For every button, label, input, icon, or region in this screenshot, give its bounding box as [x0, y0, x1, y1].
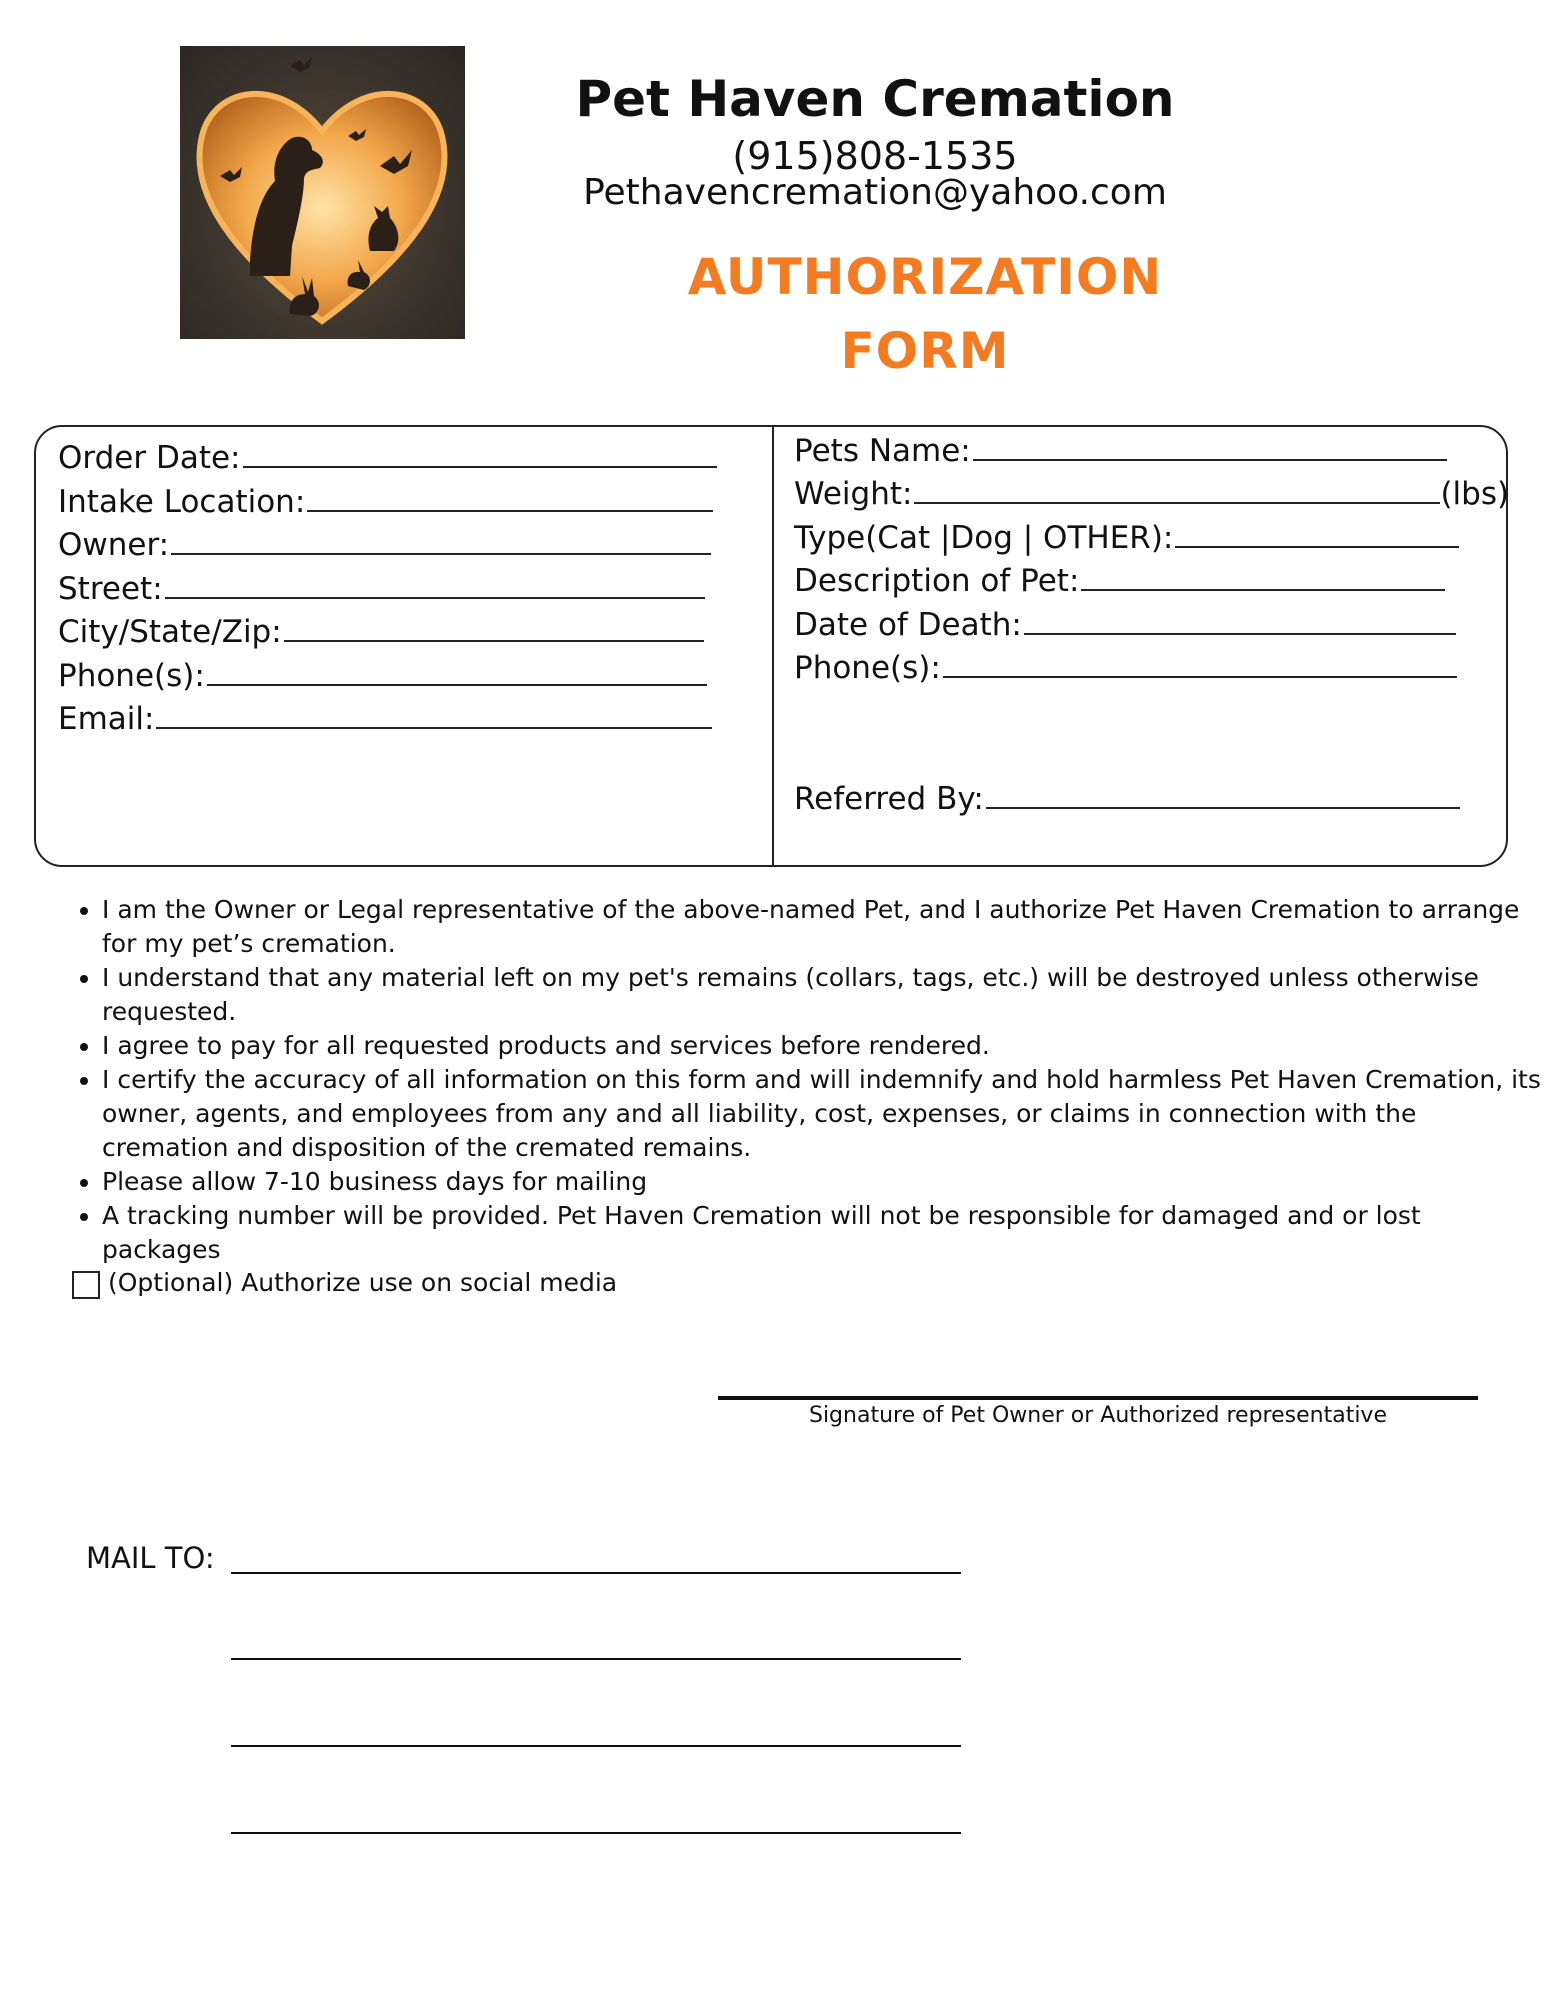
form-title: AUTHORIZATION: [687, 248, 1163, 306]
heart-pets-logo-icon: [180, 46, 465, 339]
field-line[interactable]: [243, 465, 717, 468]
field-pet-type[interactable]: [794, 520, 1459, 556]
field-line[interactable]: [1081, 588, 1445, 591]
field-label: Description of Pet:: [794, 563, 1080, 599]
field-intake-location[interactable]: [58, 484, 713, 520]
company-phone: (915)808-1535: [732, 134, 1018, 178]
social-media-checkbox[interactable]: [72, 1271, 100, 1299]
terms-list: [70, 893, 1542, 1267]
field-line[interactable]: [171, 552, 711, 555]
mail-to-label: MAIL TO:: [86, 1541, 215, 1575]
terms-item: • I am the Owner or Legal representative of the above-named Pet, and I authorize Pet Haven Cremation to arrange for my pet’s cremation.: [102, 893, 1542, 961]
field-line[interactable]: [165, 596, 705, 599]
signature-label: Signature of Pet Owner or Authorized representative: [808, 1403, 1387, 1428]
field-label: Referred By:: [794, 781, 984, 817]
field-line[interactable]: [207, 683, 707, 686]
terms-item: • I understand that any material left on my pet's remains (collars, tags, etc.) will be destroyed unless otherwise requested.: [102, 961, 1542, 1029]
field-line[interactable]: [1175, 545, 1459, 548]
social-media-label: (Optional) Authorize use on social media: [108, 1268, 618, 1297]
field-street[interactable]: [58, 571, 705, 607]
field-label: Type(Cat |Dog | OTHER):: [794, 520, 1174, 556]
field-label: Phone(s):: [58, 658, 205, 694]
weight-unit: (lbs): [1440, 476, 1510, 512]
field-label: Pets Name:: [794, 433, 971, 469]
field-line[interactable]: [284, 639, 704, 642]
field-city-state-zip[interactable]: [58, 614, 704, 650]
terms-item: • I agree to pay for all requested products and services before rendered.: [102, 1029, 1542, 1063]
field-owner[interactable]: [58, 527, 711, 563]
field-line[interactable]: [1024, 632, 1456, 635]
field-pet-name[interactable]: [794, 433, 1447, 469]
field-pet-description[interactable]: [794, 563, 1445, 599]
field-owner-phone[interactable]: [58, 658, 707, 694]
company-email: Pethavencremation@yahoo.com: [583, 172, 1167, 213]
field-order-date[interactable]: [58, 440, 717, 476]
field-line[interactable]: [156, 726, 712, 729]
field-line[interactable]: [914, 501, 1440, 504]
field-label: Date of Death:: [794, 607, 1022, 643]
field-label: Weight:: [794, 476, 913, 512]
company-logo: [180, 46, 465, 339]
field-label: Owner:: [58, 527, 170, 563]
info-box-divider: [772, 426, 774, 866]
form-title-continued: FORM: [840, 322, 1010, 380]
field-label: Street:: [58, 571, 163, 607]
field-line[interactable]: [973, 458, 1447, 461]
field-email[interactable]: [58, 701, 712, 737]
mail-to-line[interactable]: [231, 1658, 961, 1660]
field-date-of-death[interactable]: [794, 607, 1456, 643]
mail-to-line[interactable]: [231, 1745, 961, 1747]
field-label: Email:: [58, 701, 155, 737]
field-line[interactable]: [943, 675, 1457, 678]
field-referred-by[interactable]: [794, 781, 1460, 817]
field-label: City/State/Zip:: [58, 614, 282, 650]
terms-item: • A tracking number will be provided. Pet Haven Cremation will not be responsible for damaged and or lost packages: [102, 1199, 1542, 1267]
company-name: Pet Haven Cremation: [575, 70, 1175, 128]
mail-to-line[interactable]: [231, 1832, 961, 1834]
terms-item: • Please allow 7-10 business days for mailing: [102, 1165, 1542, 1199]
field-weight[interactable]: [794, 476, 1510, 512]
field-label: Phone(s):: [794, 650, 941, 686]
mail-to-line[interactable]: [231, 1572, 961, 1574]
field-label: Intake Location:: [58, 484, 306, 520]
field-pet-phone[interactable]: [794, 650, 1457, 686]
field-line[interactable]: [986, 806, 1460, 809]
terms-item: • I certify the accuracy of all information on this form and will indemnify and hold harmless Pet Haven Cremation, its owner, agents, and employees from any and all liability, cost, expenses, or claims in connection with the cremation and disposition of the cremated remains.: [102, 1063, 1542, 1165]
field-line[interactable]: [307, 509, 713, 512]
signature-line[interactable]: [718, 1396, 1478, 1400]
field-label: Order Date:: [58, 440, 241, 476]
